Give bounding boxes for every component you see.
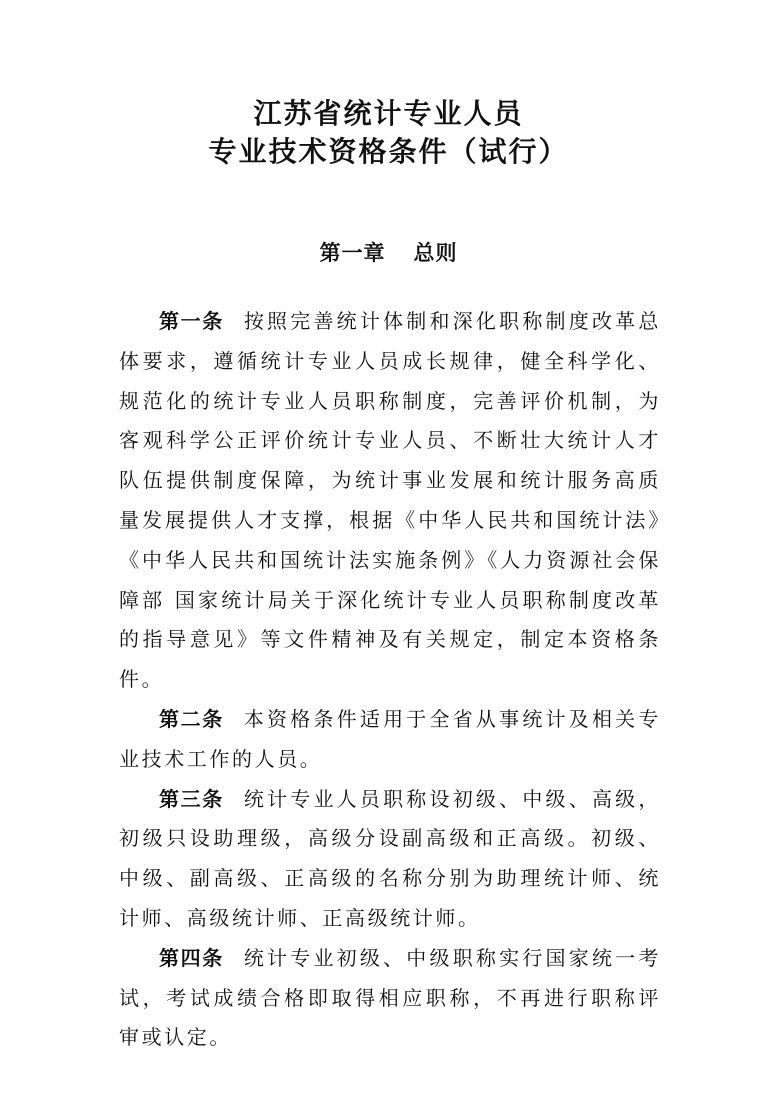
article-heading: 第三条	[159, 786, 224, 811]
chapter-number: 第一章	[319, 241, 386, 265]
article-text: 按照完善统计体制和深化职称制度改革总体要求，遵循统计专业人员成长规律，健全科学化、规范化的统计专业人员职称制度，完善评价机制，为客观科学公正评价统计专业人员、不断壮大统计人才队伍提供制度保障，为统计事业发展和统计服务高质量发展提供人才支撑，根据《中华人民共和国统计法》《中华人民共和国统计法实施条例》《人力资源社会保障部 国家统计局关于深化统计专业人员职称制度改革的指导意见》等文件精神及有关规定，制定本资格条件。	[119, 309, 661, 692]
article-2	[119, 700, 661, 780]
chapter-name: 总则	[413, 241, 458, 265]
article-text: 本资格条件适用于全省从事统计及相关专业技术工作的人员。	[119, 706, 661, 771]
title-line-1: 江苏省统计专业人员	[253, 97, 524, 130]
article-4	[119, 939, 661, 1058]
article-heading: 第二条	[159, 706, 224, 731]
chapter-heading	[0, 238, 777, 268]
article-text: 统计专业初级、中级职称实行国家统一考试，考试成绩合格即取得相应职称，不再进行职称评审或认定。	[119, 945, 661, 1050]
article-1	[119, 302, 661, 700]
title-line-2: 专业技术资格条件（试行）	[208, 135, 569, 168]
article-text: 统计专业人员职称设初级、中级、高级，初级只设助理级，高级分设副高级和正高级。初级、中级、副高级、正高级的名称分别为助理统计师、统计师、高级统计师、正高级统计师。	[119, 786, 661, 930]
article-3	[119, 780, 661, 939]
article-heading: 第一条	[159, 309, 224, 333]
article-heading: 第四条	[159, 945, 224, 970]
document-title	[0, 95, 777, 171]
document-body	[119, 302, 661, 1058]
